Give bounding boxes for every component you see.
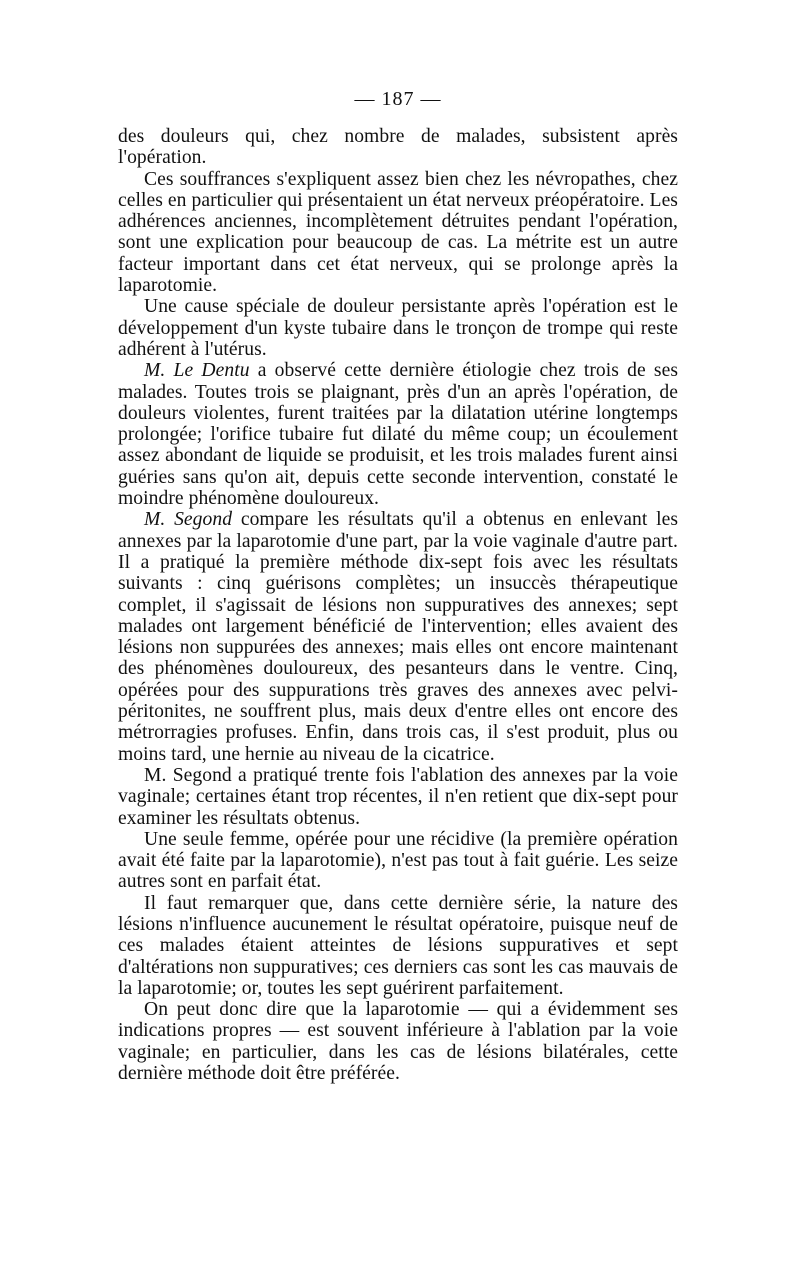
paragraph-segond-vaginal (118, 765, 678, 829)
paragraph-text: Une cause spéciale de douleur persistante après l'opération est le développement d'un kyste tubaire dans le tronçon de trompe qui reste adhérent à l'utérus. (118, 296, 678, 360)
paragraph-nervous-patients (118, 169, 678, 297)
book-page (118, 86, 678, 1084)
paragraph-lesion-nature (118, 893, 678, 999)
page-number: — 187 — (354, 88, 442, 110)
paragraph-tubal-cyst (118, 296, 678, 360)
paragraph-continuation (118, 126, 678, 169)
paragraph-text: compare les résultats qu'il a obtenus en enlevant les annexes par la laparotomie d'une part, par la voie vaginale d'autre part. Il a pratiqué la première méthode dix-sept fois avec les résultats suivants : cinq guérisons complètes; un insuccès thérapeutique complet, il s'agissait de lésions non suppuratives des annexes; sept malades ont largement bénéficié de l'intervention; elles avaient des lésions non suppurées des annexes; mais elles ont encore maintenant des phénomènes douloureux, des pesanteurs dans le ventre. Cinq, opérées pour des suppurations très graves des annexes avec pelvi-péritonites, ne souffrent plus, mais deux d'entre elles ont encore des métrorragies profuses. Enfin, dans trois cas, il s'est produit, plus ou moins tard, une hernie au niveau de la cicatrice. (118, 509, 679, 765)
paragraph-text: Ces souffrances s'expliquent assez bien chez les névropathes, chez celles en particulier qui présentaient un état nerveux préopératoire. Les adhérences anciennes, incomplètement détruites pendant l'opération, sont une explication pour beaucoup de cas. La métrite est un autre facteur important dans cet état nerveux, qui se prolonge après la laparotomie. (118, 168, 678, 297)
paragraph-text: On peut donc dire que la laparotomie — qui a évidemment ses indications propres — est souvent inférieure à l'ablation par la voie vaginale; en particulier, dans les cas de lésions bilatérales, cette dernière méthode doit être préférée. (118, 999, 678, 1085)
paragraph-text: des douleurs qui, chez nombre de malades, subsistent après l'opération. (118, 126, 678, 169)
author-name-le-dentu: M. Le Dentu (144, 360, 250, 382)
paragraph-segond-laparotomy (118, 509, 678, 765)
paragraph-conclusion (118, 999, 678, 1084)
paragraph-text: a observé cette dernière étiologie chez trois de ses malades. Toutes trois se plaignant, près d'un an après l'opération, de douleurs violentes, furent traitées par la dilatation utérine longtemps prolongée; l'orifice tubaire fut dilaté du même coup; un écoulement assez abondant de liquide se produisit, et les trois malades furent ainsi guéries sans qu'on ait, depuis cette seconde intervention, constaté le moindre phénomène douloureux. (118, 360, 678, 510)
paragraph-text: Il faut remarquer que, dans cette dernière série, la nature des lésions n'influence aucunement le résultat opératoire, puisque neuf de ces malades étaient atteintes de lésions suppuratives et sept d'altérations non suppuratives; ces derniers cas sont les cas mauvais de la laparotomie; or, toutes les sept guérirent parfaitement. (118, 892, 678, 999)
author-name-segond: M. Segond (144, 509, 233, 531)
paragraph-le-dentu (118, 360, 678, 509)
paragraph-text: M. Segond a pratiqué trente fois l'ablation des annexes par la voie vaginale; certaines étant trop récentes, il n'en retient que dix-sept pour examiner les résultats obtenus. (118, 764, 678, 829)
paragraph-text: Une seule femme, opérée pour une récidive (la première opération avait été faite par la laparotomie), n'est pas tout à fait guérie. Les seize autres sont en parfait état. (118, 828, 678, 893)
paragraph-single-woman (118, 829, 678, 893)
